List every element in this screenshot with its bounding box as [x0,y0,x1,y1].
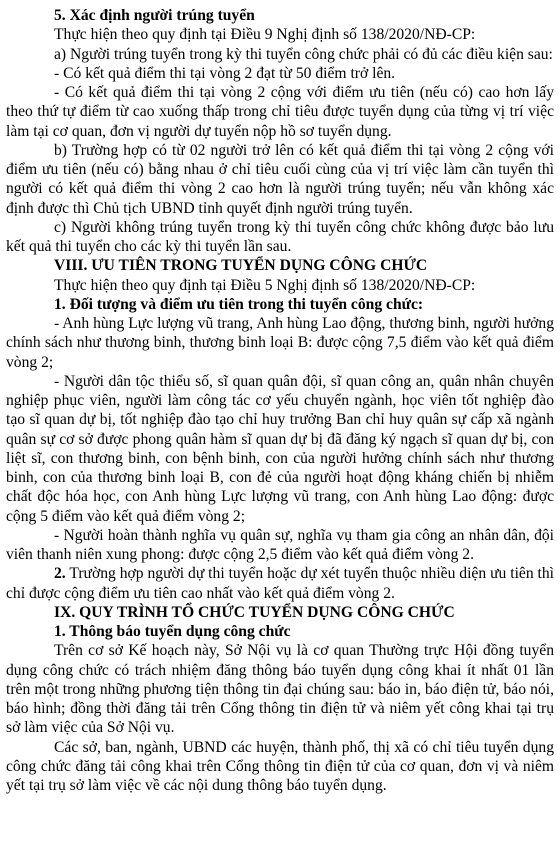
paragraph-5a-item-2: - Có kết quả điểm thi tại vòng 2 cộng với điểm ưu tiên (nếu có) cao hơn lấy theo thứ tự điểm từ cao xuống thấp trong chỉ tiêu được tuyển dụng của từng vị trí việc làm tại cơ quan, đơn vị người dự tuyển nộp hồ sơ tuyển dụng. [6,84,554,140]
paragraph-5c: c) Người không trúng tuyển trong kỳ thi tuyển công chức không được bảo lưu kết quả thi tuyển cho các kỳ thi tuyển lần sau. [6,218,554,255]
paragraph-8-1-item-c: - Người hoàn thành nghĩa vụ quân sự, nghĩa vụ tham gia công an nhân dân, đội viên thanh niên xung phong: được cộng 2,5 điểm vào kết quả điểm vòng 2. [6,526,554,563]
paragraph-5a: a) Người trúng tuyển trong kỳ thi tuyển công chức phải có đủ các điều kiện sau: [54,45,553,63]
heading-9-1-announcement: 1. Thông báo tuyển dụng công chức [54,623,291,640]
heading-8-1-priority-subjects: 1. Đối tượng và điểm ưu tiên trong thi tuyển công chức: [54,295,424,313]
paragraph-8-1-item-a: - Anh hùng Lực lượng vũ trang, Anh hùng Lao động, thương binh, người hưởng chính sách như thương binh, thương binh loại B: được cộng 7,5 điểm vào kết quả điểm vòng 2; [6,315,554,371]
paragraph-8-2 [6,564,554,603]
paragraph-8-2-text: Trường hợp người dự thi tuyển hoặc dự xét tuyển thuộc nhiều diện ưu tiên thì chỉ được cộng điểm ưu tiên cao nhất vào kết quả điểm vòng 2. [6,565,554,602]
paragraph-5a-item-1: - Có kết quả điểm thi tại vòng 2 đạt từ 50 điểm trở lên. [54,64,396,82]
heading-5-winner-determination: 5. Xác định người trúng tuyển [54,7,255,24]
paragraph-8-2-number: 2. [54,565,66,583]
paragraph-9-1-a: Trên cơ sở Kế hoạch này, Sở Nội vụ là cơ quan Thường trực Hội đồng tuyển dụng công chức có trách nhiệm đăng thông báo tuyển dụng công khai ít nhất 01 lần trên một trong những phương tiện thông tin đại chúng sau: báo in, báo điện tử, báo nói, báo hình; đồng thời đăng tải trên Cổng thông tin điện tử và niêm yết công khai tại trụ sở làm việc của Sở Nội vụ. [6,642,554,737]
paragraph-8-1-item-b: - Người dân tộc thiểu số, sĩ quan quân đội, sĩ quan công an, quân nhân chuyên nghiệp phục viên, người làm công tác cơ yếu chuyển ngành, học viên tốt nghiệp đào tạo sĩ quan dự bị, tốt nghiệp đào tạo chỉ huy trưởng Ban chỉ huy quân sự cấp xã ngành quân sự cơ sở được phong quân hàm sĩ quan dự bị đã đăng ký ngạch sĩ quan dự bị, con liệt sĩ, con thương binh, con bệnh binh, con của người hưởng chính sách như thương binh, con của thương binh loại B, con đẻ của người hoạt động kháng chiến bị nhiễm chất độc hóa học, con Anh hùng Lực lượng vũ trang, con Anh hùng Lao động: được cộng 5 điểm vào kết quả điểm vòng 2; [6,372,554,525]
paragraph-8-intro: Thực hiện theo quy định tại Điều 5 Nghị định số 138/2020/NĐ-CP: [54,276,476,294]
paragraph-9-1-b: Các sở, ban, ngành, UBND các huyện, thành phố, thị xã có chỉ tiêu tuyển dụng công chức đăng tải công khai trên Cổng thông tin điện tử của cơ quan, đơn vị và niêm yết tại trụ sở làm việc về các nội dung thông báo tuyển dụng. [6,738,554,794]
paragraph-5-intro: Thực hiện theo quy định tại Điều 9 Nghị định số 138/2020/NĐ-CP: [54,26,476,44]
section-9-heading: IX. QUY TRÌNH TỔ CHỨC TUYỂN DỤNG CÔNG CHỨC [54,603,455,621]
paragraph-5b: b) Trường hợp có từ 02 người trở lên có kết quả điểm thi tại vòng 2 cộng với điểm ưu tiên (nếu có) bằng nhau ở chỉ tiêu cuối cùng của vị trí việc làm cần tuyển thì người có kết quả điểm thi vòng 2 cao hơn là người trúng tuyển; nếu vẫn không xác định được thì Chủ tịch UBND tỉnh quyết định người trúng tuyển. [6,141,554,217]
section-8-heading: VIII. ƯU TIÊN TRONG TUYỂN DỤNG CÔNG CHỨC [54,257,428,275]
